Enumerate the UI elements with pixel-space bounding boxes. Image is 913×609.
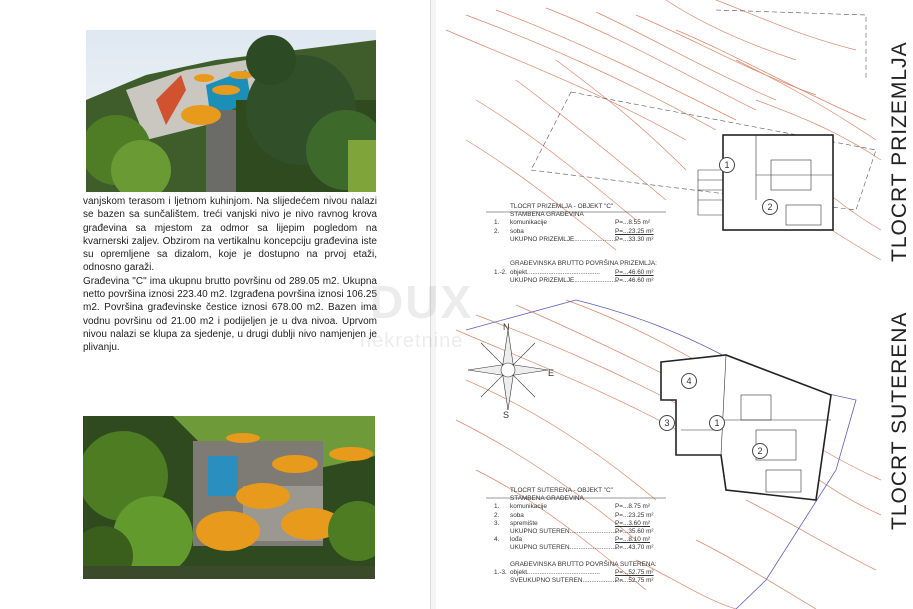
table-row: 2. soba P=...23.25 m² <box>494 227 654 235</box>
title-ground-floor: TLOCRT PRIZEMLJA <box>888 41 911 262</box>
table-row: 1.-3. objekt......................................... P=...52.75 m² <box>494 568 654 576</box>
table-row: 1. komunikacije P=...8.55 m² <box>494 219 650 227</box>
table-row: UKUPNO PRIZEMLJE......................... P=...46.60 m² <box>510 276 654 284</box>
basement-table-heading: TLOCRT SUTERENA - OBJEKT "C" <box>510 487 613 494</box>
basement-brutto-heading: GRAĐEVINSKA BRUTTO POVRŠINA SUTERENA: <box>510 560 657 568</box>
description-paragraph-2: Građevina "C" ima ukupnu brutto površinu od 289.05 m2. Ukupna netto površina iznosi 223.40 m2. Izgrađena površina iznosi 106.25 m2. Površina građevinske čestice iznosi 678.00 m2. Bazen ima vodnu površinu od 21.00 m2 i podijeljen je u dva nivoa. Uprvom nivou nalazi se klupa za sjedenje, u drugi dublji nivo namjenjen je plivanju. <box>83 275 377 354</box>
render-photo-top <box>86 30 376 192</box>
compass-north: N <box>503 322 510 332</box>
room-label-basement-3: 3 <box>659 415 675 431</box>
table-row: UKUPNO PRIZEMLJE......................... P=...33.30 m² <box>510 235 654 243</box>
ground-table-heading: TLOCRT PRIZEMLJA - OBJEKT "C" <box>510 203 614 210</box>
ground-table-subheading: STAMBENA GRAĐEVINA <box>510 211 584 219</box>
table-row: SVEUKUPNO SUTEREN....................... P=...52.75 m² <box>510 577 654 585</box>
basement-table-subheading: STAMBENA GRAĐEVINA <box>510 495 584 503</box>
table-row: UKUPNO SUTEREN............................. P=...35.60 m² <box>510 527 654 535</box>
room-label-ground-2: 2 <box>762 199 778 215</box>
table-row: 2. soba P=...23.25 m² <box>494 511 654 519</box>
ground-floor-area-table <box>494 203 694 285</box>
ground-brutto-heading: GRAĐEVINSKA BRUTTO POVRŠINA PRIZEMLJA: <box>510 260 657 268</box>
table-row: 1. komunikacije P=...8.75 m² <box>494 503 650 511</box>
room-label-ground-1: 1 <box>719 157 735 173</box>
room-label-basement-1: 1 <box>709 415 725 431</box>
left-page <box>0 0 430 609</box>
compass-south: S <box>503 410 510 420</box>
title-basement: TLOCRT SUTERENA <box>888 311 911 530</box>
room-label-basement-2: 2 <box>752 443 768 459</box>
description-text <box>83 195 377 355</box>
table-row: 3. spremište P=...3.60 m² <box>494 519 650 527</box>
room-label-basement-4: 4 <box>681 373 697 389</box>
basement-area-table <box>494 487 694 585</box>
table-row: UKUPNO SUTEREN............................. P=...43.70 m² <box>510 544 654 552</box>
description-paragraph-1: vanjskom terasom i ljetnom kuhinjom. Na slijedećem nivou nalazi se bazen sa sunčalištem. treći vanjski nivo je nivo ravnog krova građevina sa mjestom za odmor sa lijepim pogledom na kvarnerski zaljev. Obzirom na vertikalnu koncepciju građevina iste su opremljene sa dizalom, koje je dostupno na prvoj etaži, odnosno garaži. <box>83 196 377 274</box>
table-row: 4. lođa P=...8.10 m² <box>494 536 650 544</box>
render-photo-bottom <box>83 416 375 579</box>
compass-east: E <box>548 368 555 378</box>
table-row: 1.-2. objekt......................................... P=...46.60 m² <box>494 268 654 276</box>
